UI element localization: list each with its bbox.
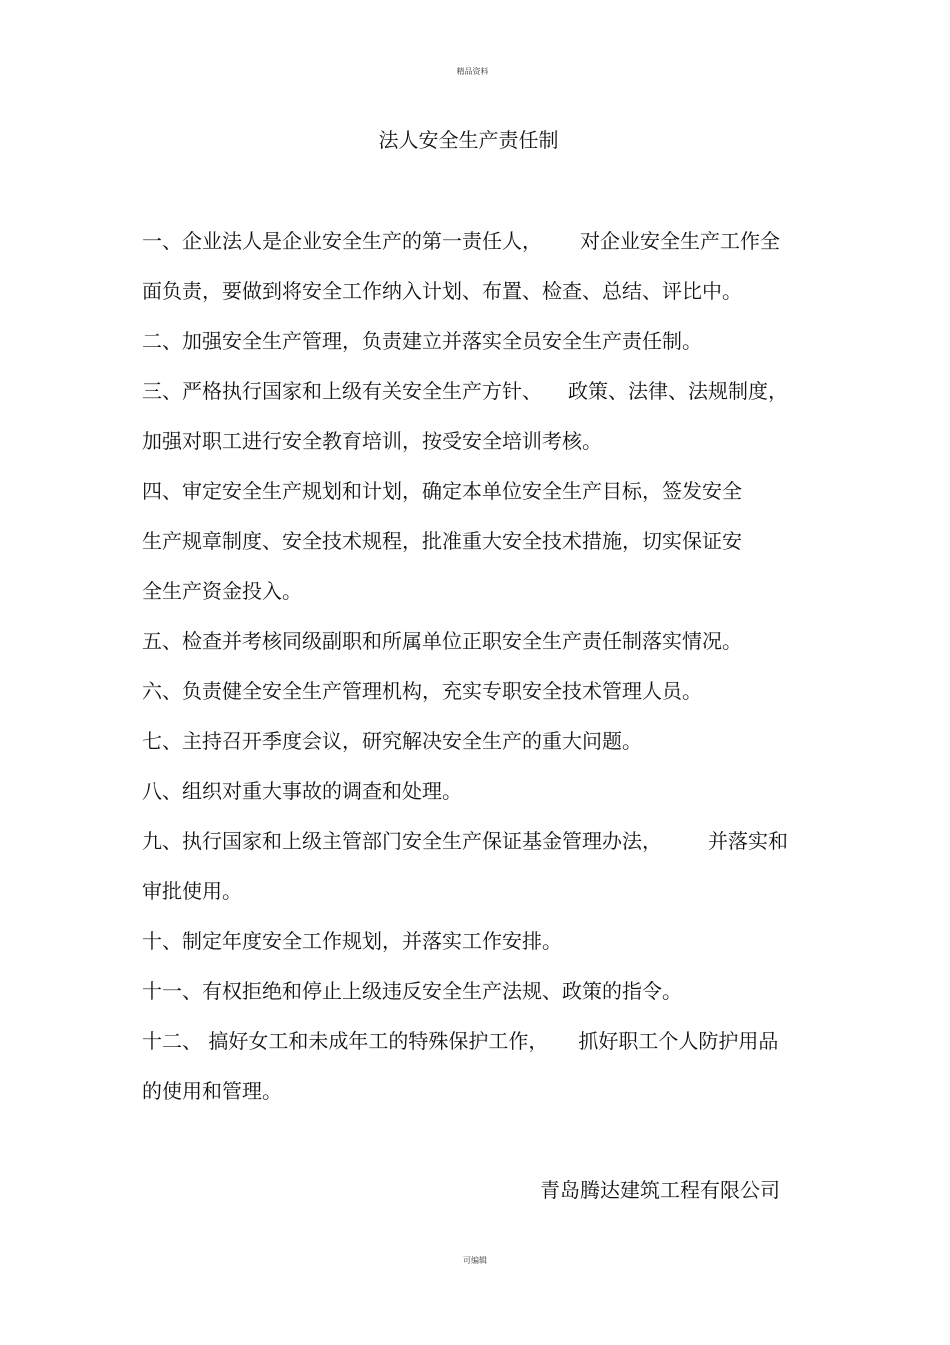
text-segment: 对企业安全生产工作全 (580, 229, 780, 253)
body-line (142, 326, 822, 376)
document-body (142, 226, 822, 1126)
body-line (142, 526, 822, 576)
text-segment: 政策、法律、法规制度， (568, 379, 788, 403)
text-segment: 四、审定安全生产规划和计划，确定本单位安全生产目标，签发安全 (142, 479, 742, 503)
text-segment: 十二、 搞好女工和未成年工的特殊保护工作， (142, 1029, 549, 1053)
body-line (142, 626, 822, 676)
body-line (142, 826, 822, 876)
text-segment: 一、企业法人是企业安全生产的第一责任人， (142, 229, 542, 253)
text-segment: 三、严格执行国家和上级有关安全生产方针、 (142, 379, 542, 403)
text-segment: 生产规章制度、安全技术规程，批准重大安全技术措施，切实保证安 (142, 529, 742, 553)
text-segment: 九、执行国家和上级主管部门安全生产保证基金管理办法， (142, 829, 662, 853)
body-line (142, 376, 822, 426)
text-segment: 并落实和 (708, 829, 788, 853)
body-line (142, 426, 822, 476)
text-segment: 六、负责健全安全生产管理机构，充实专职安全技术管理人员。 (142, 679, 702, 703)
header-note: 精品资料 (456, 67, 489, 76)
body-line (142, 226, 822, 276)
body-line (142, 1026, 822, 1076)
text-segment: 加强对职工进行安全教育培训，按受安全培训考核。 (142, 429, 602, 453)
text-segment: 八、组织对重大事故的调查和处理。 (142, 779, 462, 803)
body-line (142, 476, 822, 526)
text-segment: 抓好职工个人防护用品 (578, 1029, 779, 1053)
document-title: 法人安全生产责任制 (378, 128, 559, 152)
body-line (142, 976, 822, 1026)
text-segment: 十、制定年度安全工作规划，并落实工作安排。 (142, 929, 562, 953)
body-line (142, 926, 822, 976)
text-segment: 的使用和管理。 (142, 1079, 282, 1103)
body-line (142, 576, 822, 626)
text-segment: 审批使用。 (142, 879, 242, 903)
text-segment: 面负责，要做到将安全工作纳入计划、布置、检查、总结、评比中。 (142, 279, 742, 303)
text-segment: 十一、有权拒绝和停止上级违反安全生产法规、政策的指令。 (142, 979, 682, 1003)
text-segment: 五、检查并考核同级副职和所属单位正职安全生产责任制落实情况。 (142, 629, 742, 653)
body-line (142, 276, 822, 326)
body-line (142, 1076, 822, 1126)
text-segment: 七、主持召开季度会议，研究解决安全生产的重大问题。 (142, 729, 642, 753)
body-line (142, 676, 822, 726)
footer-note: 可编辑 (463, 1256, 487, 1265)
body-line (142, 876, 822, 926)
company-signature: 青岛腾达建筑工程有限公司 (540, 1178, 780, 1202)
body-line (142, 726, 822, 776)
body-line (142, 776, 822, 826)
text-segment: 全生产资金投入。 (142, 579, 302, 603)
text-segment: 二、加强安全生产管理，负责建立并落实全员安全生产责任制。 (142, 329, 702, 353)
